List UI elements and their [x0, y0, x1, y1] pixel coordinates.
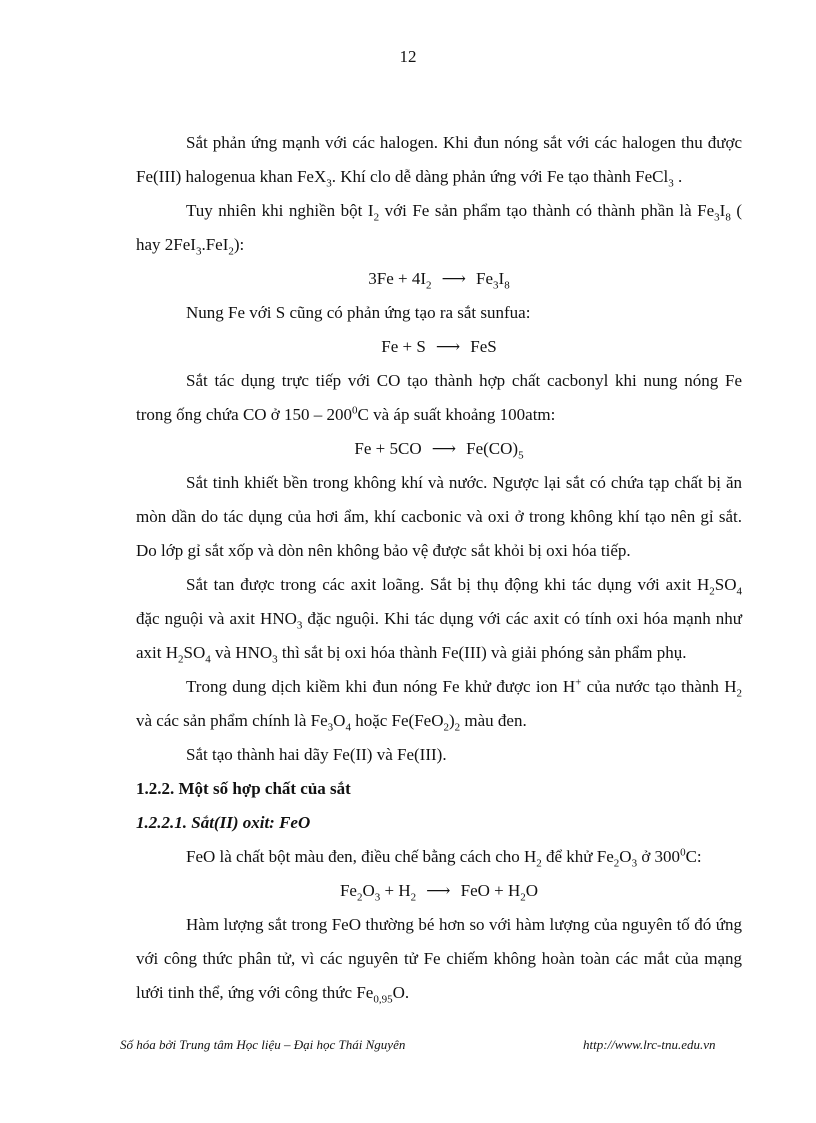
- equation-fe-carbonyl: Fe + 5CO ⟶ $Fe(CO)_5$: [136, 432, 742, 466]
- equation-feo-reduction: $Fe_2O_3 + H_2$ ⟶ FeO + $H_2O$: [136, 874, 742, 908]
- paragraph-feo-preparation: FeO là chất bột màu đen, điều chế bằng cách cho $H_2$ để khử $Fe_2O_3$ ở $300^0C$:: [186, 846, 702, 870]
- paragraph-iodine-reaction: Tuy nhiên khi nghiền bột $I_2$ với Fe sản phẩm tạo thành có thành phần là $Fe_3I_8$ ( hay 2FeI$_3$.FeI$_2$):: [136, 201, 742, 258]
- paragraph-feo-composition: Hàm lượng sắt trong FeO thường bé hơn so với hàm lượng của nguyên tố đó ứng với công thức phân tử, vì các nguyên tử Fe chiếm không hoàn toàn các mắt của mạng lưới tinh thể, ứng với công thức $Fe_{0,95}O$.: [136, 915, 742, 1006]
- paragraph-sulfur-reaction: Nung Fe với S cũng có phản ứng tạo ra sắt sunfua:: [186, 303, 531, 322]
- paragraph-acid-reaction: Sắt tan được trong các axit loãng. Sắt bị thụ động khi tác dụng với axit $H_2SO_4$ đặc nguội và axit $HNO_3$ đặc nguội. Khi tác dụng với các axit có tính oxi hóa mạnh như axit $H_2SO_4$ và $HNO_3$ thì sắt bị oxi hóa thành Fe(III) và giải phóng sản phẩm phụ.: [136, 575, 742, 666]
- reaction-arrow-icon: ⟶: [435, 337, 461, 356]
- paragraph-oxidation-states: Sắt tạo thành hai dãy Fe(II) và Fe(III).: [186, 745, 447, 764]
- equation-fe-iodine: $3Fe + 4I_2$ ⟶ $Fe_3I_8$: [136, 262, 742, 296]
- paragraph-alkaline-reaction: Trong dung dịch kiềm khi đun nóng Fe khử được ion H+ của nước tạo thành $H_2$ và các sản phẩm chính là $Fe_3O_4$ hoặc $Fe(FeO_2)_2$ màu đen.: [136, 676, 742, 734]
- section-heading: 1.2.2. Một số hợp chất của sắt: [136, 779, 351, 798]
- footer-url: http://www.lrc-tnu.edu.vn: [583, 1037, 716, 1052]
- reaction-arrow-icon: ⟶: [441, 269, 466, 288]
- reaction-arrow-icon: ⟶: [426, 881, 451, 900]
- page-number: 12: [399, 47, 417, 66]
- equation-fe-sulfur: Fe + S ⟶ FeS: [136, 330, 742, 364]
- paragraph-carbonyl-reaction: Sắt tác dụng trực tiếp với CO tạo thành hợp chất cacbonyl khi nung nóng Fe trong ống chứa CO ở $150 - 200^0C$ và áp suất khoảng 100atm:: [136, 371, 742, 424]
- reaction-arrow-icon: ⟶: [431, 439, 457, 458]
- document-body: [136, 126, 742, 1010]
- paragraph-corrosion: Sắt tinh khiết bền trong không khí và nước. Ngược lại sắt có chứa tạp chất bị ăn mòn dần do tác dụng của hơi ẩm, khí cacbonic và oxi ở trong không khí tạo nên gỉ sắt. Do lớp gỉ sắt xốp và dòn nên không bảo vệ được sắt khỏi bị oxi hóa tiếp.: [136, 473, 742, 560]
- paragraph-halogen-reaction: Sắt phản ứng mạnh với các halogen. Khi đun nóng sắt với các halogen thu được Fe(III) halogenua khan FeX$_3$. Khí clo dễ dàng phản ứng với Fe tạo thành FeCl$_3$ .: [136, 133, 742, 190]
- subsection-heading: 1.2.2.1. Sắt(II) oxit: FeO: [136, 813, 311, 832]
- footer-source: Số hóa bởi Trung tâm Học liệu – Đại học Thái Nguyên: [120, 1037, 406, 1052]
